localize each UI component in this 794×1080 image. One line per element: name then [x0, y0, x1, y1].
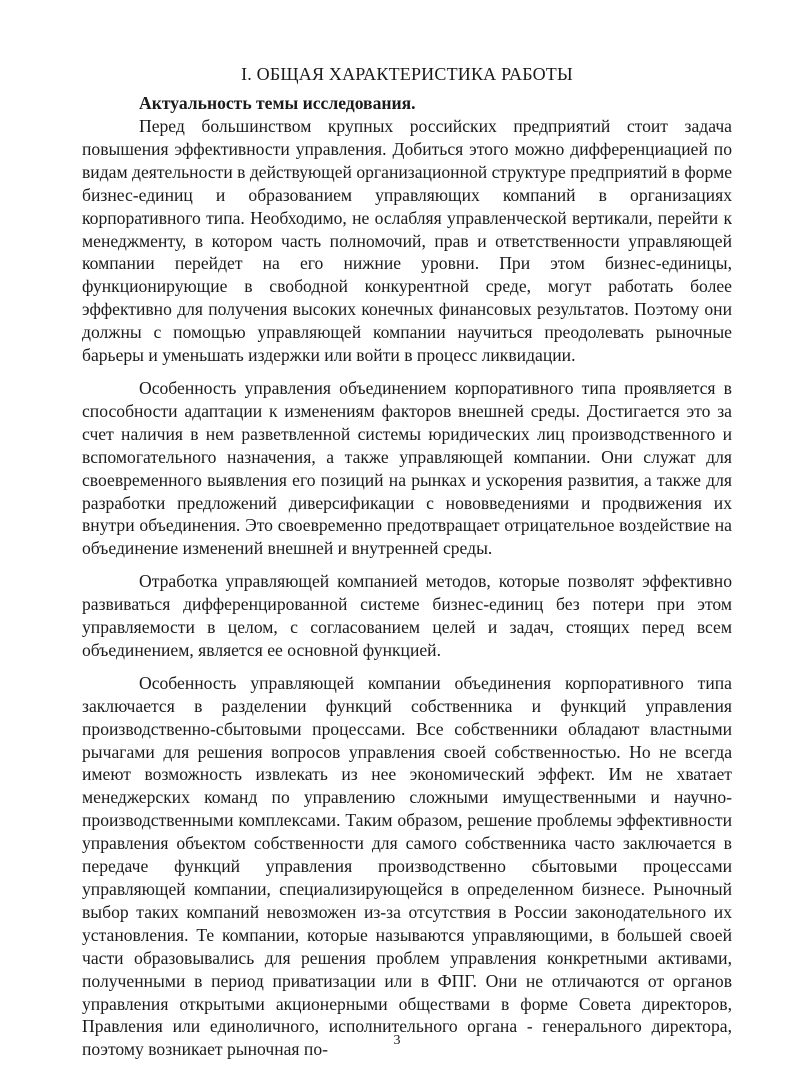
section-title: I. ОБЩАЯ ХАРАКТЕРИСТИКА РАБОТЫ [241, 64, 573, 84]
paragraph-1: Перед большинством крупных российских предприятий стоит задача повышения эффективности управления. Добиться этого можно дифференциацией по видам деятельности в действующей организационной структуре предприятий в форме бизнес-единиц и образованием управляющих компаний в организациях корпоративного типа. Необходимо, не ослабляя управленческой вертикали, перейти к менеджменту, в котором часть полномочий, прав и ответственности управляющей компании перейдет на его нижние уровни. При этом бизнес-единицы, функционирующие в свободной конкурентной среде, могут работать более эффективно для получения высоких конечных финансовых результатов. Поэтому они должны с помощью управляющей компании научиться преодолевать рыночные барьеры и уменьшать издержки или войти в процесс ликвидации. [82, 116, 733, 366]
page-number: 3 [393, 1033, 401, 1048]
paragraph-4: Особенность управляющей компании объединения корпоративного типа заключается в разделении функций собственника и функций управления производственно-сбытовыми процессами. Все собственники обладают властными рычагами для решения вопросов управления своей собственностью. Но не всегда имеют возможность извлекать из нее экономический эффект. Им не хватает менеджерских команд по управлению сложными имущественными и научно-производственными комплексами. Таким образом, решение проблемы эффективности управления объектом собственности для самого собственника часто заключается в передаче функций управления производственно сбытовыми процессами управляющей компании, специализирующейся в определенном бизнесе. Рыночный выбор таких компаний невозможен из-за отсутствия в России законодательного их установления. Те компании, которые называются управляющими, в большей своей части образовывались для решения проблем управления конкретными активами, полученными в период приватизации или в ФПГ. Они не отличаются от органов управления открытыми акционерными обществами в форме Совета директоров, Правления или единоличного, исполнительного органа - генерального директора, поэтому возникает рыночная по- [82, 672, 732, 1060]
subheading: Актуальность темы исследования. [139, 93, 416, 113]
paragraph-2: Особенность управления объединением корпоративного типа проявляется в способности адаптации к изменениям факторов внешней среды. Достигается это за счет наличия в нем разветвленной системы юридических лиц производственного и вспомогательного назначения, а также управляющей компании. Они служат для своевременного выявления его позиций на рынках и ускорения развития, а также для разработки предложений диверсификации с нововведениями и продвижения их внутри объединения. Это своевременно предотвращает отрицательное воздействие на объединение изменений внешней и внутренней среды. [82, 377, 732, 559]
document-page [82, 62, 732, 1071]
paragraph-3: Отработка управляющей компанией методов, которые позволят эффективно развиваться дифференцированной системе бизнес-единиц без потери при этом управляемости в целом, с согласованием целей и задач, стоящих перед всем объединением, является ее основной функцией. [82, 571, 732, 660]
